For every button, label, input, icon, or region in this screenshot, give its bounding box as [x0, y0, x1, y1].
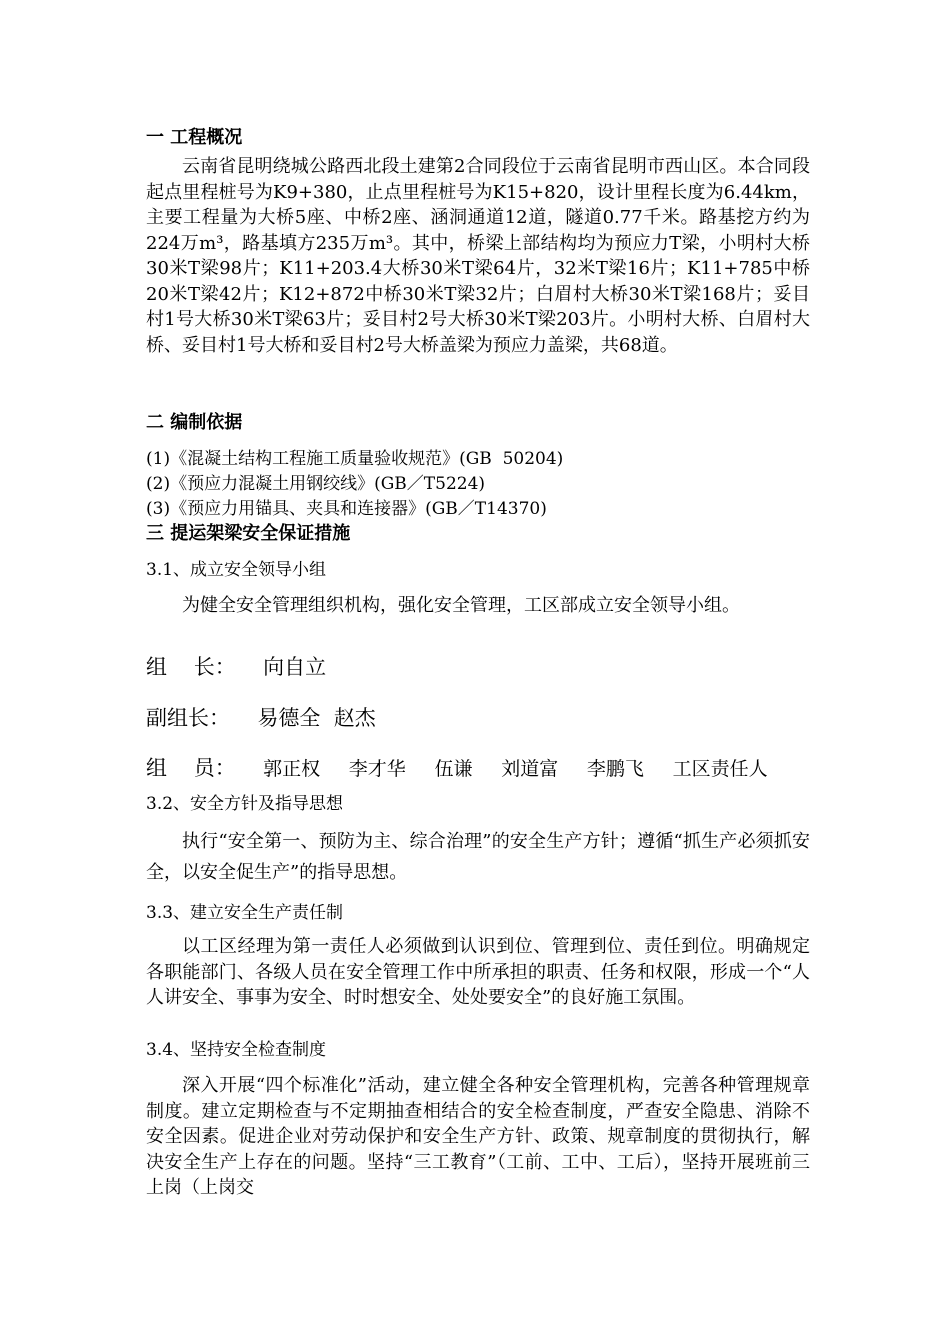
section-3-heading: 三 提运架梁安全保证措施	[146, 523, 351, 544]
member-name: 伍谦	[434, 758, 473, 780]
deputy-label: 副组长：	[146, 706, 230, 730]
leader-label: 组 长：	[146, 655, 236, 679]
member-name: 郭正权	[263, 758, 321, 780]
section-1-paragraph: 云南省昆明绕城公路西北段土建第2合同段位于云南省昆明市西山区。本合同段起点里程桩号为K9+380，止点里程桩号为K15+820，设计里程长度为6.44km，主要工程量为大桥5座、中桥2座、涵洞通道12道，隧道0.77千米。路基挖方约为224万m³，路基填方235万m³。其中，桥梁上部结构均为预应力T梁，小明村大桥30米T梁98片；K11+203.4大桥30米T梁64片，32米T梁16片；K11+785中桥20米T梁42片；K12+872中桥30米T梁32片；白眉村大桥30米T梁168片；妥目村1号大桥30米T梁63片；妥目村2号大桥30米T梁203片。小明村大桥、白眉村大桥、妥目村1号大桥和妥目村2号大桥盖梁为预应力盖梁，共68道。	[146, 156, 810, 356]
subsection-3-3-paragraph: 以工区经理为第一责任人必须做到认识到位、管理到位、责任到位。明确规定各职能部门、各级人员在安全管理工作中所承担的职责、任务和权限，形成一个“人人讲安全、事事为安全、时时想安全、处处要安全”的良好施工氛围。	[146, 936, 810, 1008]
subsection-3-3-title: 3.3、建立安全生产责任制	[146, 903, 344, 923]
subsection-3-1-paragraph: 为健全安全管理组织机构，强化安全管理，工区部成立安全领导小组。	[182, 595, 740, 616]
subsection-3-4-paragraph: 深入开展“四个标准化”活动，建立健全各种安全管理机构，完善各种管理规章制度。建立定期检查与不定期抽查相结合的安全检查制度，严查安全隐患、消除不安全因素。促进企业对劳动保护和安全生产方针、政策、规章制度的贯彻执行，解决安全生产上存在的问题。坚持“三工教育”（工前、工中、工后），坚持开展班前三上岗（上岗交	[146, 1075, 810, 1198]
reference-item: (2)《预应力混凝土用钢绞线》(GB／T5224)	[146, 474, 486, 494]
section-2-heading: 二 编制依据	[146, 412, 243, 433]
reference-item: (3)《预应力用锚具、夹具和连接器》(GB／T14370)	[146, 499, 547, 519]
subsection-3-1-title: 3.1、成立安全领导小组	[146, 560, 327, 580]
deputy-row	[146, 703, 810, 733]
members-row	[146, 753, 810, 784]
section-1-heading: 一 工程概况	[146, 127, 243, 148]
subsection-3-2-title: 3.2、安全方针及指导思想	[146, 794, 344, 814]
subsection-3-2-paragraph: 执行“安全第一、预防为主、综合治理”的安全生产方针；遵循“抓生产必须抓安全，以安全促生产”的指导思想。	[146, 831, 810, 883]
member-name: 李才华	[348, 758, 406, 780]
member-name: 李鹏飞	[586, 758, 644, 780]
subsection-3-4-title: 3.4、坚持安全检查制度	[146, 1040, 327, 1060]
deputy-names: 易德全 赵杰	[257, 706, 376, 730]
leader-name: 向自立	[263, 655, 327, 679]
member-name: 工区责任人	[672, 758, 768, 780]
leader-row	[146, 652, 810, 682]
reference-item: (1)《混凝土结构工程施工质量验收规范》(GB 50204)	[146, 449, 564, 469]
member-name: 刘道富	[501, 758, 559, 780]
members-label: 组 员：	[146, 756, 236, 780]
